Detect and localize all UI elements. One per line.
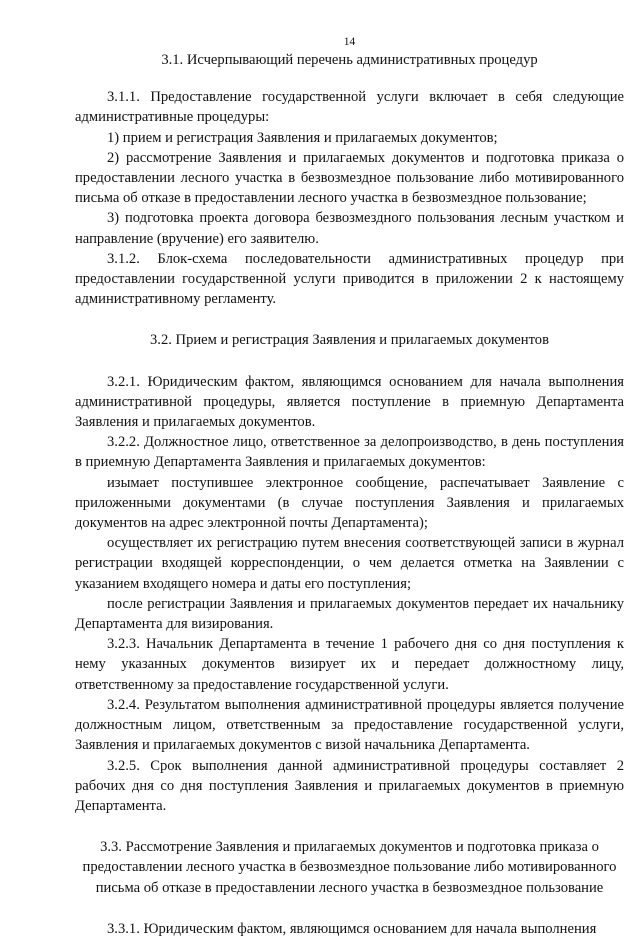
section-heading: 3.3. Рассмотрение Заявления и прилагаемых документов и подготовка приказа о предоставлении лесного участка в безвозмездное пользование либо мотивированного письма об отказе в предоставлении лесного участка в безвозмездное пользование: [82, 839, 617, 896]
paragraph: 3.1.1. Предоставление государственной услуги включает в себя следующие административные процедуры:: [75, 89, 624, 126]
paragraph: 3.3.1. Юридическим фактом, являющимся основанием для начала выполнения: [107, 920, 597, 937]
section-heading: 3.1. Исчерпывающий перечень административных процедур: [161, 52, 538, 68]
paragraph: 3.2.1. Юридическим фактом, являющимся основанием для начала выполнения административной процедуры, является поступление в приемную Департамента Заявления и прилагаемых документов.: [75, 373, 624, 431]
paragraph: 3.2.2. Должностное лицо, ответственное за делопроизводство, в день поступления в приемную Департамента Заявления и прилагаемых документов:: [75, 434, 624, 471]
paragraph: осуществляет их регистрацию путем внесения соответствующей записи в журнал регистрации входящей корреспонденции, о чем делается отметка на Заявлении с указанием входящего номера и даты его поступления;: [75, 535, 624, 592]
page-number: 14: [343, 36, 356, 48]
list-item: 3) подготовка проекта договора безвозмездного пользования лесным участком и направление (вручение) его заявителю.: [75, 210, 624, 247]
list-item: 1) прием и регистрация Заявления и прилагаемых документов;: [107, 129, 498, 146]
paragraph: изымает поступившее электронное сообщение, распечатывает Заявление с приложенными документами (в случае поступления Заявления и прилагаемых документов на адрес электронной почты Департамента);: [75, 474, 624, 532]
list-item: 2) рассмотрение Заявления и прилагаемых документов и подготовка приказа о предоставлении лесного участка в безвозмездное пользование либо мотивированного письма об отказе в предоставлении лесного участка в безвозмездное пользование;: [75, 149, 624, 207]
section-heading: 3.2. Прием и регистрация Заявления и прилагаемых документов: [150, 332, 549, 349]
paragraph: 3.2.4. Результатом выполнения административной процедуры является получение должностным лицом, ответственным за предоставление государственной услуги, Заявления и прилагаемых документов с визой начальника Департамента.: [75, 696, 624, 754]
paragraph: после регистрации Заявления и прилагаемых документов передает их начальнику Департамента для визирования.: [75, 595, 624, 633]
paragraph: 3.2.3. Начальник Департамента в течение 1 рабочего дня со дня поступления к нему указанных документов визирует их и передает должностному лицу, ответственному за предоставление государственной услуги.: [75, 636, 624, 693]
paragraph: 3.1.2. Блок-схема последовательности административных процедур при предоставлении государственной услуги приводится в приложении 2 к настоящему административному регламенту.: [75, 250, 624, 308]
paragraph: 3.2.5. Срок выполнения данной административной процедуры составляет 2 рабочих дня со дня поступления Заявления и прилагаемых документов в приемную Департамента.: [75, 757, 624, 814]
